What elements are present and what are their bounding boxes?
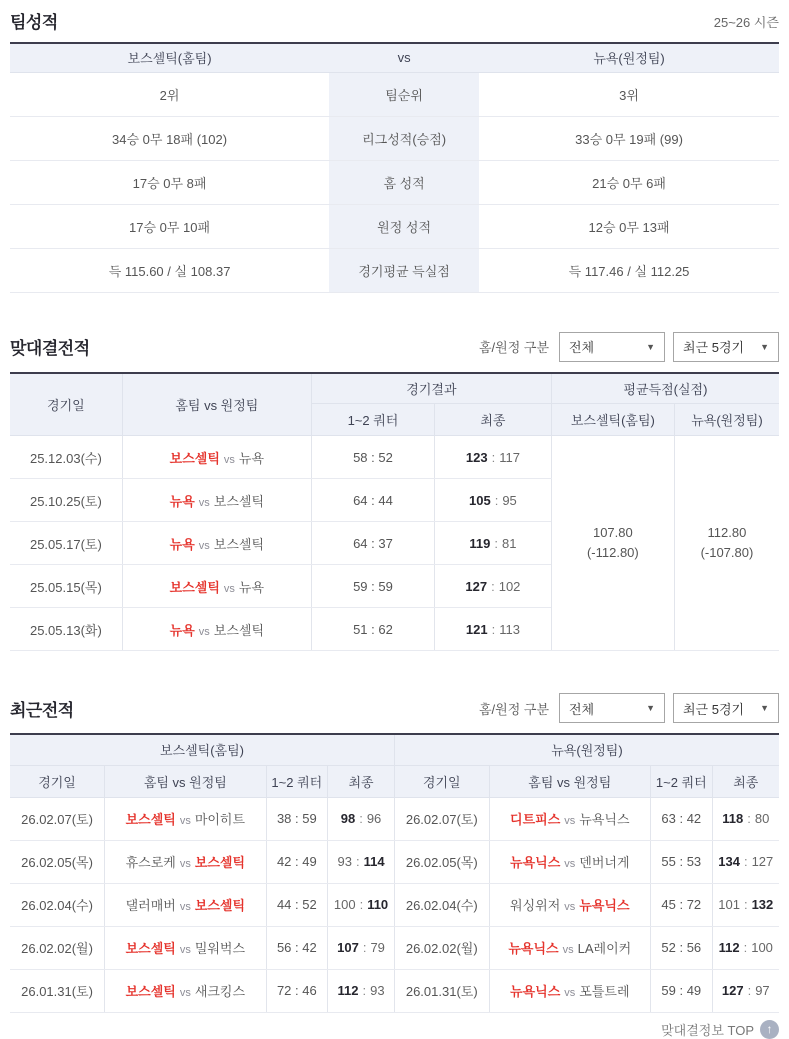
col-date: 경기일: [394, 765, 489, 797]
final-home-score: 112: [718, 940, 740, 955]
game-date: 25.05.15(목): [10, 565, 122, 608]
final-home-score: 100: [333, 897, 356, 912]
recent-table: [10, 733, 779, 1013]
top-link[interactable]: 맞대결정보 TOP: [661, 1022, 754, 1038]
col-match: 홈팀 vs 원정팀: [122, 373, 311, 436]
col-match: 홈팀 vs 원정팀: [105, 765, 266, 797]
score-separator: :: [491, 578, 495, 594]
vs-text: vs: [562, 944, 574, 956]
final-away-score: 102: [498, 578, 521, 594]
away-team-name: 뉴욕닉스: [579, 898, 630, 913]
game-date: 26.02.02(월): [394, 926, 489, 969]
game-date: 26.02.04(수): [10, 883, 105, 926]
left-team-header: 보스셀틱(홈팀): [10, 734, 394, 765]
game-date: 26.02.07(토): [10, 797, 105, 840]
home-away-filter-label: 홈/원정 구분: [478, 340, 549, 355]
final-away-score: 113: [499, 621, 520, 637]
away-home-record: 21승 0무 6패: [479, 160, 779, 204]
vs-text: vs: [179, 815, 191, 827]
matchup: [122, 565, 311, 608]
quarter-score: 64 : 44: [311, 479, 434, 522]
vs-text: vs: [564, 901, 576, 913]
vs-text: vs: [179, 858, 191, 870]
recent-row: [10, 969, 779, 1012]
stat-label: 팀순위: [329, 72, 479, 116]
quarter-score: 63 : 42: [651, 797, 713, 840]
home-league-record: 34승 0무 18패 (102): [10, 116, 329, 160]
away-rank: 3위: [479, 72, 779, 116]
team-stats-table: [10, 42, 779, 293]
final-home-score: 127: [721, 983, 744, 998]
recent-row: [10, 840, 779, 883]
final-score: [328, 883, 395, 926]
vs-text: vs: [564, 858, 576, 870]
final-score: [328, 969, 395, 1012]
h2h-header-row-1: [10, 373, 779, 404]
home-avg-points: 득 115.60 / 실 108.37: [10, 248, 329, 292]
matchup: [122, 436, 311, 479]
home-team-name: 뉴욕: [169, 536, 195, 552]
score-separator: :: [747, 983, 752, 998]
final-home-score: 112: [337, 983, 359, 998]
home-team-name: 보스셀틱: [125, 812, 176, 827]
away-team-name: 뉴욕닉스: [579, 812, 630, 827]
range-select-value: 최근 5경기: [683, 340, 745, 355]
home-away-filter-label: 홈/원정 구분: [478, 701, 549, 717]
col-match: 홈팀 vs 원정팀: [489, 765, 650, 797]
recent-row: [10, 926, 779, 969]
recent-row: [10, 883, 779, 926]
range-select[interactable]: [673, 332, 779, 362]
quarter-score: 59 : 59: [311, 565, 434, 608]
quarter-score: 58 : 52: [311, 436, 434, 479]
stat-label: 리그성적(승점): [329, 116, 479, 160]
final-score: [712, 840, 779, 883]
head-to-head-table: [10, 372, 779, 652]
col-quarter: 1~2 쿼터: [651, 765, 713, 797]
matchup: [105, 797, 266, 840]
season-label: 25~26 시즌: [713, 15, 779, 30]
col-final: 최종: [434, 404, 551, 436]
score-separator: :: [743, 940, 748, 955]
vs-text: vs: [564, 815, 576, 827]
away-league-record: 33승 0무 19패 (99): [479, 116, 779, 160]
final-away-score: 80: [754, 811, 770, 826]
final-home-score: 93: [337, 854, 352, 869]
quarter-score: 55 : 53: [651, 840, 713, 883]
team-stats-section: [10, 8, 779, 293]
away-team-name: 밀워벅스: [194, 941, 246, 956]
away-team-name: 보스셀틱: [194, 898, 246, 913]
score-separator: :: [362, 983, 367, 998]
col-date: 경기일: [10, 765, 105, 797]
game-date: 26.02.07(토): [394, 797, 489, 840]
scope-select[interactable]: [559, 693, 665, 723]
matchup: [122, 608, 311, 651]
scroll-top-button[interactable]: [760, 1020, 779, 1039]
final-home-score: 127: [465, 578, 488, 594]
quarter-score: 42 : 49: [266, 840, 328, 883]
chevron-down-icon: ▼: [760, 703, 769, 713]
matchup: [489, 840, 650, 883]
stat-label: 경기평균 득실점: [329, 248, 479, 292]
matchup: [489, 797, 650, 840]
avg-value: 107.80: [592, 524, 633, 540]
avg-diff: (-112.80): [586, 545, 639, 560]
score-separator: :: [743, 897, 748, 912]
vs-header: vs: [329, 43, 479, 72]
stat-label: 홈 성적: [329, 160, 479, 204]
home-home-record: 17승 0무 8패: [10, 160, 329, 204]
head-to-head-section: [10, 332, 779, 652]
col-quarter: 1~2 쿼터: [266, 765, 328, 797]
vs-text: vs: [198, 625, 210, 638]
game-date: 26.02.05(목): [394, 840, 489, 883]
home-team-name: 보스셀틱: [169, 579, 220, 595]
home-team-name: 보스셀틱: [125, 984, 176, 999]
recent-header-row-2: [10, 765, 779, 797]
home-team-name: 뉴욕: [169, 493, 195, 509]
home-team-name: 휴스로케: [125, 855, 176, 870]
away-team-name: 새크킹스: [194, 984, 246, 999]
final-home-score: 105: [469, 492, 491, 508]
recent-header-row-1: [10, 734, 779, 765]
final-home-score: 119: [469, 535, 491, 551]
matchup: [122, 479, 311, 522]
score-separator: :: [355, 854, 360, 869]
final-away-score: 95: [502, 492, 517, 508]
final-score: [712, 797, 779, 840]
final-home-score: 101: [718, 897, 740, 912]
score-separator: :: [491, 449, 496, 465]
away-team-name: 덴버너게: [579, 855, 630, 870]
final-away-score: 93: [370, 983, 385, 998]
team-stats-title: 팀성적: [10, 13, 58, 32]
game-date: 26.01.31(토): [10, 969, 105, 1012]
right-team-header: 뉴욕(원정팀): [394, 734, 779, 765]
table-row: [10, 72, 779, 116]
away-team-name: 보스셀틱: [213, 622, 265, 638]
away-team-name: 뉴욕: [238, 579, 265, 595]
home-away-record: 17승 0무 10패: [10, 204, 329, 248]
col-final: 최종: [328, 765, 395, 797]
final-away-score: 100: [751, 940, 773, 955]
matchup: [105, 969, 266, 1012]
col-avg-group: 평균득점(실점): [551, 373, 779, 404]
home-team-name: 뉴욕닉스: [510, 855, 561, 870]
score-separator: :: [359, 897, 364, 912]
quarter-score: 64 : 37: [311, 522, 434, 565]
avg-diff: (-107.80): [700, 545, 754, 560]
away-team-name: LA레이커: [577, 941, 632, 956]
arrow-up-icon: ↑: [766, 1022, 773, 1036]
footer: [10, 1020, 779, 1039]
home-team-header: 보스셀틱(홈팀): [10, 43, 329, 72]
chevron-down-icon: ▼: [646, 703, 655, 713]
home-team-name: 보스셀틱: [125, 941, 176, 956]
scope-select-value: 전체: [569, 701, 595, 717]
matchup: [105, 926, 266, 969]
final-score: [434, 608, 551, 651]
home-rank: 2위: [10, 72, 329, 116]
score-separator: :: [359, 811, 363, 826]
final-score: [434, 479, 551, 522]
table-row: [10, 248, 779, 292]
game-date: 25.05.17(토): [10, 522, 122, 565]
col-avg-away: 뉴욕(원정팀): [674, 404, 779, 436]
quarter-score: 51 : 62: [311, 608, 434, 651]
home-team-name: 뉴욕닉스: [510, 984, 561, 999]
quarter-score: 45 : 72: [651, 883, 713, 926]
score-separator: :: [494, 492, 499, 508]
quarter-score: 72 : 46: [266, 969, 328, 1012]
final-score: [328, 840, 395, 883]
home-team-name: 디트피스: [510, 812, 561, 827]
avg-value: 112.80: [707, 524, 747, 540]
final-score: [434, 436, 551, 479]
home-team-name: 뉴욕: [169, 622, 195, 638]
quarter-score: 52 : 56: [651, 926, 713, 969]
final-away-score: 117: [499, 449, 520, 465]
matchup: [105, 883, 266, 926]
table-row: [10, 160, 779, 204]
stat-label: 원정 성적: [329, 204, 479, 248]
score-separator: :: [743, 854, 748, 869]
range-select[interactable]: [673, 693, 779, 723]
recent-title: 최근전적: [10, 700, 74, 720]
final-home-score: 134: [718, 854, 740, 869]
home-team-name: 보스셀틱: [169, 450, 220, 466]
quarter-score: 44 : 52: [266, 883, 328, 926]
matchup: [122, 522, 311, 565]
final-away-score: 97: [755, 983, 770, 998]
final-score: [712, 969, 779, 1012]
scope-select[interactable]: [559, 332, 665, 362]
vs-text: vs: [223, 453, 235, 466]
away-team-name: 포틀트레: [579, 984, 630, 999]
avg-points-away: [674, 436, 779, 651]
matchup: [489, 926, 650, 969]
away-avg-points: 득 117.46 / 실 112.25: [479, 248, 779, 292]
away-away-record: 12승 0무 13패: [479, 204, 779, 248]
col-avg-home: 보스셀틱(홈팀): [551, 404, 674, 436]
final-score: [712, 883, 779, 926]
quarter-score: 38 : 59: [266, 797, 328, 840]
final-away-score: 81: [501, 535, 517, 551]
final-away-score: 132: [751, 897, 774, 912]
table-row: [10, 204, 779, 248]
h2h-row: [10, 436, 779, 479]
final-home-score: 98: [340, 811, 356, 826]
home-team-name: 댈러매버: [125, 898, 176, 913]
head-to-head-title: 맞대결전적: [10, 339, 90, 358]
avg-points-home: [551, 436, 674, 651]
vs-text: vs: [179, 944, 191, 956]
home-team-name: 뉴욕닉스: [508, 941, 559, 956]
final-away-score: 114: [363, 854, 385, 869]
away-team-name: 보스셀틱: [194, 855, 246, 870]
home-team-name: 워싱위저: [510, 898, 561, 913]
final-home-score: 118: [722, 811, 744, 826]
matchup: [105, 840, 266, 883]
game-date: 26.02.04(수): [394, 883, 489, 926]
away-team-name: 뉴욕: [238, 450, 265, 466]
final-score: [712, 926, 779, 969]
vs-text: vs: [564, 987, 576, 999]
away-team-header: 뉴욕(원정팀): [479, 43, 779, 72]
final-score: [434, 565, 551, 608]
game-date: 25.10.25(토): [10, 479, 122, 522]
game-date: 26.02.02(월): [10, 926, 105, 969]
away-team-name: 마이히트: [194, 812, 246, 827]
recent-section: [10, 693, 779, 1013]
final-home-score: 121: [465, 621, 488, 637]
final-away-score: 127: [751, 854, 774, 869]
game-date: 26.01.31(토): [394, 969, 489, 1012]
final-score: [328, 926, 395, 969]
table-row: [10, 116, 779, 160]
final-away-score: 96: [366, 811, 382, 826]
vs-text: vs: [198, 496, 210, 509]
col-date: 경기일: [10, 373, 122, 436]
away-team-name: 보스셀틱: [213, 493, 265, 509]
score-separator: :: [747, 811, 751, 826]
vs-text: vs: [179, 987, 191, 999]
recent-row: [10, 797, 779, 840]
game-date: 25.12.03(수): [10, 436, 122, 479]
final-score: [328, 797, 395, 840]
chevron-down-icon: ▼: [646, 341, 655, 352]
score-separator: :: [362, 940, 367, 955]
final-home-score: 123: [465, 449, 488, 465]
game-date: 25.05.13(화): [10, 608, 122, 651]
chevron-down-icon: ▼: [760, 341, 769, 352]
final-away-score: 79: [370, 940, 385, 955]
vs-text: vs: [179, 901, 191, 913]
col-final: 최종: [712, 765, 779, 797]
final-away-score: 110: [367, 897, 389, 912]
team-stats-header-row: [10, 43, 779, 72]
away-team-name: 보스셀틱: [213, 536, 265, 552]
game-date: 26.02.05(목): [10, 840, 105, 883]
matchup: [489, 883, 650, 926]
matchup: [489, 969, 650, 1012]
score-separator: :: [491, 621, 496, 637]
col-result-group: 경기결과: [311, 373, 551, 404]
scope-select-value: 전체: [569, 340, 595, 355]
quarter-score: 59 : 49: [651, 969, 713, 1012]
vs-text: vs: [223, 582, 235, 595]
final-score: [434, 522, 551, 565]
score-separator: :: [494, 535, 498, 551]
col-quarter: 1~2 쿼터: [311, 404, 434, 436]
range-select-value: 최근 5경기: [683, 701, 745, 717]
vs-text: vs: [198, 539, 210, 552]
final-home-score: 107: [337, 940, 359, 955]
quarter-score: 56 : 42: [266, 926, 328, 969]
